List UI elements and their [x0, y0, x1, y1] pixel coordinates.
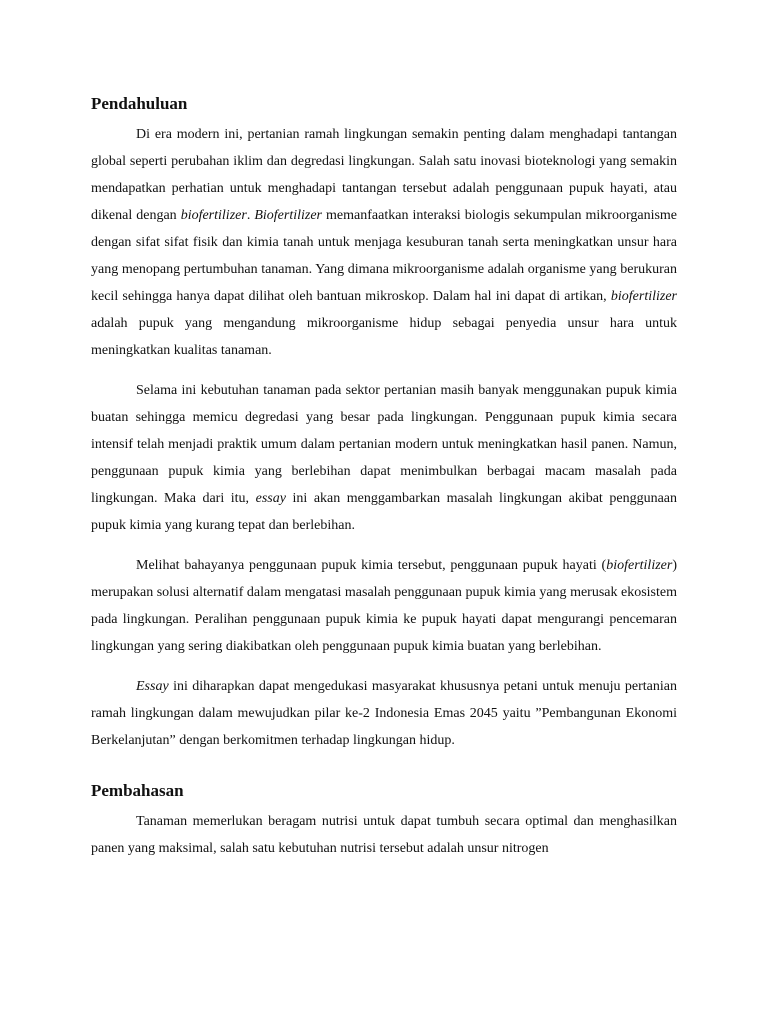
italic-term: Biofertilizer: [254, 208, 323, 223]
paragraph: Melihat bahayanya penggunaan pupuk kimia tersebut, penggunaan pupuk hayati (biofertilizer) merupakan solusi alternatif dalam mengatasi masalah penggunaan pupuk kimia yang merusak ekosistem pada lingkungan. Peralihan penggunaan pupuk kimia ke pupuk hayati dapat mengurangi pencemaran lingkungan yang sering diakibatkan oleh penggunaan pupuk kimia buatan yang berlebihan.: [91, 558, 677, 654]
italic-term: essay: [255, 491, 286, 506]
paragraph: Selama ini kebutuhan tanaman pada sektor pertanian masih banyak menggunakan pupuk kimia buatan sehingga memicu degredasi yang besar pada lingkungan. Penggunaan pupuk kimia secara intensif telah menjadi praktik umum dalam pertanian modern untuk meningkatkan hasil panen. Namun, penggunaan pupuk kimia yang berlebihan dapat menimbulkan berbagai macam masalah pada lingkungan. Maka dari itu, essay ini akan menggambarkan masalah lingkungan akibat penggunaan pupuk kimia yang kurang tepat dan berlebihan.: [91, 383, 677, 533]
section-heading-pembahasan: Pembahasan: [91, 781, 184, 800]
italic-term: Essay: [136, 679, 169, 694]
section-heading-pendahuluan: Pendahuluan: [91, 94, 188, 113]
italic-term: biofertilizer: [180, 208, 247, 223]
italic-term: biofertilizer: [610, 289, 677, 304]
paragraph: Essay ini diharapkan dapat mengedukasi masyarakat khususnya petani untuk menuju pertanian ramah lingkungan dalam mewujudkan pilar ke-2 Indonesia Emas 2045 yaitu ”Pembangunan Ekonomi Berkelanjutan” dengan berkomitmen terhadap lingkungan hidup.: [91, 679, 677, 748]
paragraph: Tanaman memerlukan beragam nutrisi untuk dapat tumbuh secara optimal dan menghasilkan panen yang maksimal, salah satu kebutuhan nutrisi tersebut adalah unsur nitrogen: [91, 814, 677, 856]
italic-term: biofertilizer: [606, 558, 673, 573]
paragraph: Di era modern ini, pertanian ramah lingkungan semakin penting dalam menghadapi tantangan global seperti perubahan iklim dan degredasi lingkungan. Salah satu inovasi bioteknologi yang semakin mendapatkan perhatian untuk menghadapi tantangan tersebut adalah penggunaan pupuk hayati, atau dikenal dengan biofertilizer. Biofertilizer memanfaatkan interaksi biologis sekumpulan mikroorganisme dengan sifat sifat fisik dan kimia tanah untuk menjaga kesuburan tanah serta meningkatkan unsur hara yang menopang pertumbuhan tanaman. Yang dimana mikroorganisme adalah organisme yang berukuran kecil sehingga hanya dapat dilihat oleh bantuan mikroskop. Dalam hal ini dapat di artikan, biofertilizer adalah pupuk yang mengandung mikroorganisme hidup sebagai penyedia unsur hara untuk meningkatkan kualitas tanaman.: [91, 127, 678, 358]
document-page: [91, 93, 677, 875]
